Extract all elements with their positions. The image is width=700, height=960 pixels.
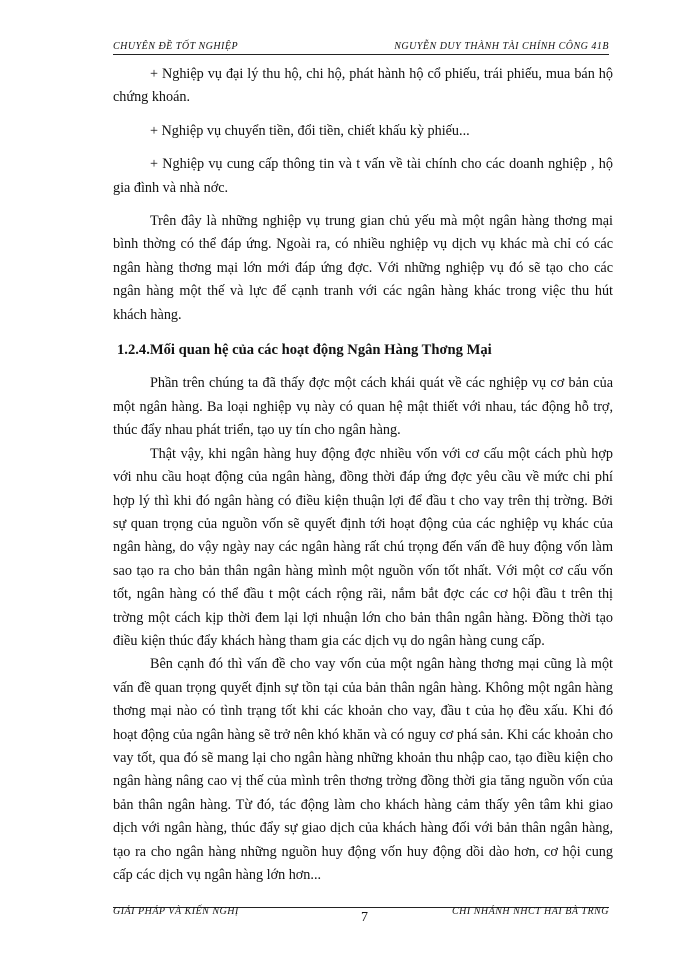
page-header — [113, 39, 609, 55]
document-body — [113, 63, 613, 887]
header-right-text: NGUYỄN DUY THÀNH TÀI CHÍNH CÔNG 41B — [394, 41, 609, 52]
header-left-text: CHUYÊN ĐỀ TỐT NGHIỆP — [113, 41, 239, 52]
section-heading: 1.2.4.Mối quan hệ của các hoạt động Ngân Hàng Thơng Mại — [117, 342, 492, 359]
page-number: 7 — [361, 910, 368, 925]
page-footer — [113, 906, 609, 924]
paragraph-3: + Nghiệp vụ cung cấp thông tin và t vấn về tài chính cho các doanh nghiệp , hộ gia đình và nhà nớc. — [113, 156, 613, 196]
footer-right-text: CHI NHÁNH NHCT HAI BÀ TRNG — [452, 906, 609, 917]
paragraph-1: + Nghiệp vụ đại lý thu hộ, chi hộ, phát hành hộ cổ phiếu, trái phiếu, mua bán hộ chứng khoán. — [113, 66, 613, 106]
header-rule — [113, 54, 609, 55]
paragraph-5: Phần trên chúng ta đã thấy đợc một cách khái quát về các nghiệp vụ cơ bản của một ngân hàng. Ba loại nghiệp vụ này có quan hệ mật thiết với nhau, tác động hỗ trợ, thúc đẩy nhau phát triển, tạo uy tín cho ngân hàng. — [113, 375, 613, 439]
paragraph-4: Trên đây là những nghiệp vụ trung gian chủ yếu mà một ngân hàng thơng mại bình thờng có thể đáp ứng. Ngoài ra, có nhiều nghiệp vụ dịch vụ khác mà chỉ có các ngân hàng thơng mại lớn mới đáp ứng đợc. Với những nghiệp vụ đó sẽ tạo cho các ngân hàng một thế và lực để cạnh tranh với các ngân hàng khác trong việc thu hút khách hàng. — [113, 213, 613, 323]
paragraph-7: Bên cạnh đó thì vấn đề cho vay vốn của một ngân hàng thơng mại cũng là một vấn đề quan trọng quyết định sự tồn tại của bản thân ngân hàng. Không một ngân hàng thơng mại nào có tình trạng tốt khi các khoản cho vay, đầu t của họ đều xấu. Khi đó hoạt động của ngân hàng sẽ trở nên khó khăn và có nguy cơ phá sản. Khi các khoản cho vay tốt, qua đó sẽ mang lại cho ngân hàng những khoản thu nhập cao, tạo điều kiện cho ngân hàng nâng cao vị thế của mình trên thơng trờng đồng thời gia tăng nguồn vốn của bản thân ngân hàng. Từ đó, tác động làm cho khách hàng cảm thấy yên tâm khi giao dịch với ngân hàng, thúc đẩy sự giao dịch của khách hàng đối với bản thân ngân hàng, tạo ra cho ngân hàng những nguồn huy động vốn huy động dồi dào hơn, cơ hội cung cấp các dịch vụ ngân hàng lớn hơn... — [113, 656, 613, 883]
paragraph-2: + Nghiệp vụ chuyển tiền, đổi tiền, chiết khấu kỳ phiếu... — [150, 122, 470, 139]
paragraph-6: Thật vậy, khi ngân hàng huy động đợc nhiều vốn với cơ cấu một cách phù hợp với nhu cầu hoạt động của ngân hàng, đồng thời đáp ứng đợc yêu cầu về mức chi phí hợp lý thì khi đó ngân hàng có điều kiện thuận lợi để đầu t cho vay trên thị trờng. Bởi sự quan trọng của nguồn vốn sẽ quyết định tới hoạt động của các nghiệp vụ khác của ngân hàng, do vậy ngày nay các ngân hàng rất chú trọng đến vấn đề huy động vốn làm sao tạo ra cho bản thân ngân hàng mình một nguồn vốn tốt nhất. Với một cơ cấu vốn tốt, ngân hàng có thể đầu t một cách rộng rãi, nắm bắt đợc các cơ hội đầu t trên thị trờng một cách kịp thời đem lại lợi nhuận lớn cho bản thân ngân hàng. Đồng thời tạo điều kiện thúc đẩy khách hàng tham gia các dịch vụ do ngân hàng cung cấp. — [113, 445, 613, 649]
footer-left-text: GIẢI PHÁP VÀ KIẾN NGHỊ — [113, 906, 239, 917]
